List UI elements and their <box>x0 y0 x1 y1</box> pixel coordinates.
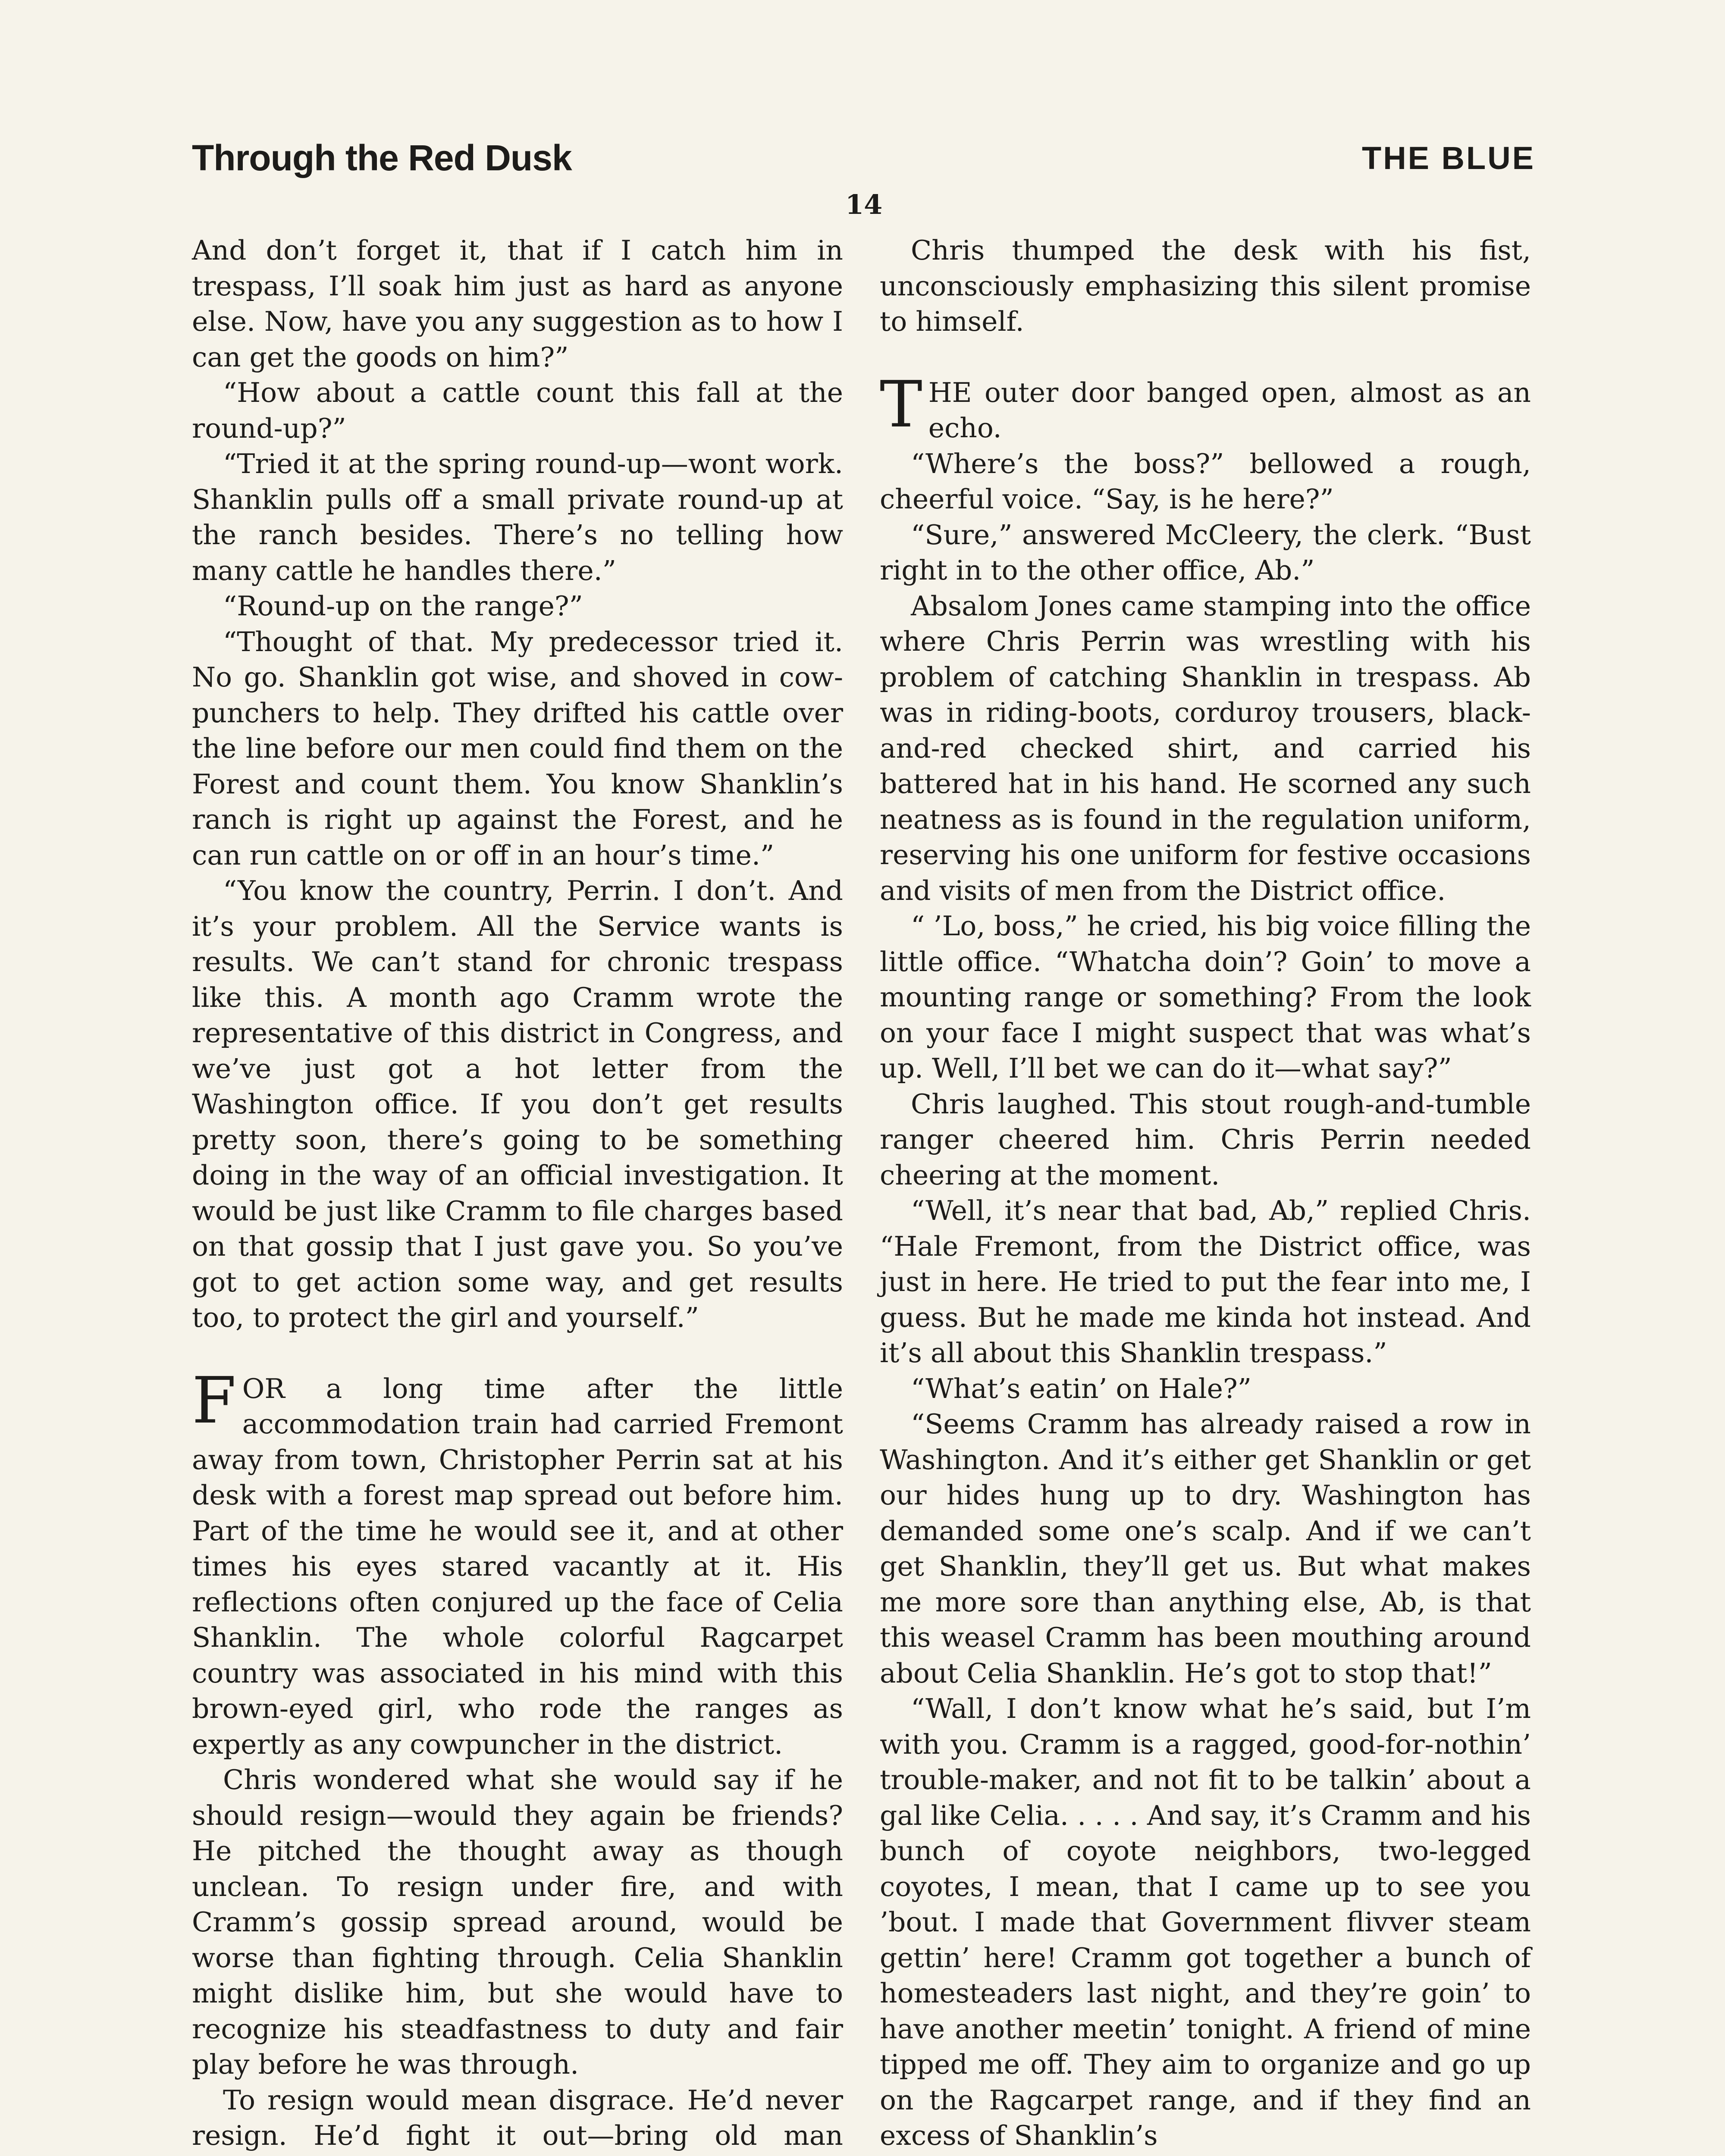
story-title: Through the Red Dusk <box>192 138 572 178</box>
section-start-paragraph <box>880 367 1531 446</box>
paragraph: “Seems Cramm has already raised a row in Washington. And it’s either get Shanklin or get our hides hung up to dry. Washington has demanded some one’s scalp. And if we can’t get Shanklin, they’ll get us. But what makes me more sore than anything else, Ab, is that this weasel Cramm has been mouthing around about Celia Shanklin. He’s got to stop that!” <box>880 1408 1531 1689</box>
paragraph: Chris thumped the desk with his fist, unconsciously emphasizing this silent promise to himself. <box>880 235 1531 337</box>
drop-cap: T <box>880 367 922 442</box>
paragraph-text: HE outer door banged open, almost as an echo. <box>928 376 1531 444</box>
paragraph: “Where’s the boss?” bellowed a rough, cheerful voice. “Say, is he here?” <box>880 448 1531 515</box>
paragraph: “Wall, I don’t know what he’s said, but I’m with you. Cramm is a ragged, good-for-nothin’ trouble-maker, and not fit to be talkin’ about a gal like Celia. . . . . And say, it’s Cramm and his bunch of coyote neighbors, two-legged coyotes, I mean, that I came up to see you ’bout. I made that Government flivver steam gettin’ here! Cramm got together a bunch of homesteaders last night, and they’re goin’ to have another meetin’ tonight. A friend of mine tipped me off. They aim to organize and go up on the Ragcarpet range, and if they find an excess of Shanklin’s <box>880 1693 1531 2151</box>
paragraph: Chris laughed. This stout rough-and-tumble ranger cheered him. Chris Perrin needed cheering at the moment. <box>880 1088 1531 1191</box>
paragraph: Absalom Jones came stamping into the office where Chris Perrin was wrestling with his problem of catching Shanklin in trespass. Ab was in riding-boots, corduroy trousers, black-and-red checked shirt, and carried his battered hat in his hand. He scorned any such neatness as is found in the regulation uniform, reserving his one uniform for festive occasions and visits of men from the District office. <box>880 590 1531 906</box>
paragraph: “Thought of that. My predecessor tried it. No go. Shanklin got wise, and shoved in cow-punchers to help. They drifted his cattle over the line before our men could find them on the Forest and count them. You know Shanklin’s ranch is right up against the Forest, and he can run cattle on or off in an hour’s time.” <box>192 626 843 871</box>
paragraph: “ ’Lo, boss,” he cried, his big voice filling the little office. “Whatcha doin’? Goin’ to move a mounting range or something? From the look on your face I might suspect that was what’s up. Well, I’ll bet we can do it—what say?” <box>880 910 1531 1084</box>
paragraph: “Well, it’s near that bad, Ab,” replied Chris. “Hale Fremont, from the District office, was just in here. He tried to put the fear into me, I guess. But he made me kinda hot instead. And it’s all about this Shanklin trespass.” <box>880 1195 1531 1369</box>
section-start-paragraph <box>192 1363 843 1763</box>
drop-cap: F <box>192 1363 236 1438</box>
page-number: 14 <box>845 189 883 220</box>
paragraph: “Sure,” answered McCleery, the clerk. “Bust right in to the other office, Ab.” <box>880 519 1531 586</box>
paragraph: “Tried it at the spring round-up—wont work. Shanklin pulls off a small private round-up at the ranch besides. There’s no telling how many cattle he handles there.” <box>192 448 843 586</box>
right-column <box>880 233 1531 2154</box>
paragraph: Chris wondered what she would say if he should resign—would they again be friends? He pitched the thought away as though unclean. To resign under fire, and with Cramm’s gossip spread around, would be worse than fighting through. Celia Shanklin might dislike him, but she would have to recognize his steadfastness to duty and fair play before he was through. <box>192 1764 843 2080</box>
paragraph: And don’t forget it, that if I catch him in trespass, I’ll soak him just as hard as anyone else. Now, have you any suggestion as to how I can get the goods on him?” <box>192 235 843 373</box>
paragraph: “How about a cattle count this fall at the round-up?” <box>192 377 843 444</box>
paragraph: “What’s eatin’ on Hale?” <box>911 1373 1251 1404</box>
paragraph: To resign would mean disgrace. He’d never resign. He’d fight it out—bring old man <box>192 2084 843 2151</box>
paragraph: “You know the country, Perrin. I don’t. And it’s your problem. All the Service wants is results. We can’t stand for chronic trespass like this. A month ago Cramm wrote the representative of this district in Congress, and we’ve just got a hot letter from the Washington office. If you don’t get results pretty soon, there’s going to be something doing in the way of an official investigation. It would be just like Cramm to file charges based on that gossip that I just gave you. So you’ve got to get action some way, and get results too, to protect the girl and yourself.” <box>192 875 843 1333</box>
paragraph: “Round-up on the range?” <box>223 590 583 622</box>
left-column <box>192 233 843 2156</box>
journal-title: THE BLUE <box>1362 140 1535 176</box>
paragraph-text: OR a long time after the little accommodation train had carried Fremont away from town, Christopher Perrin sat at his desk with a forest map spread out before him. Part of the time he would see it, and at other times his eyes stared vacantly at it. His reflections often conjured up the face of Celia Shanklin. The whole colorful Ragcarpet country was associated in his mind with this brown-eyed girl, who rode the ranges as expertly as any cowpuncher in the district. <box>192 1373 843 1760</box>
